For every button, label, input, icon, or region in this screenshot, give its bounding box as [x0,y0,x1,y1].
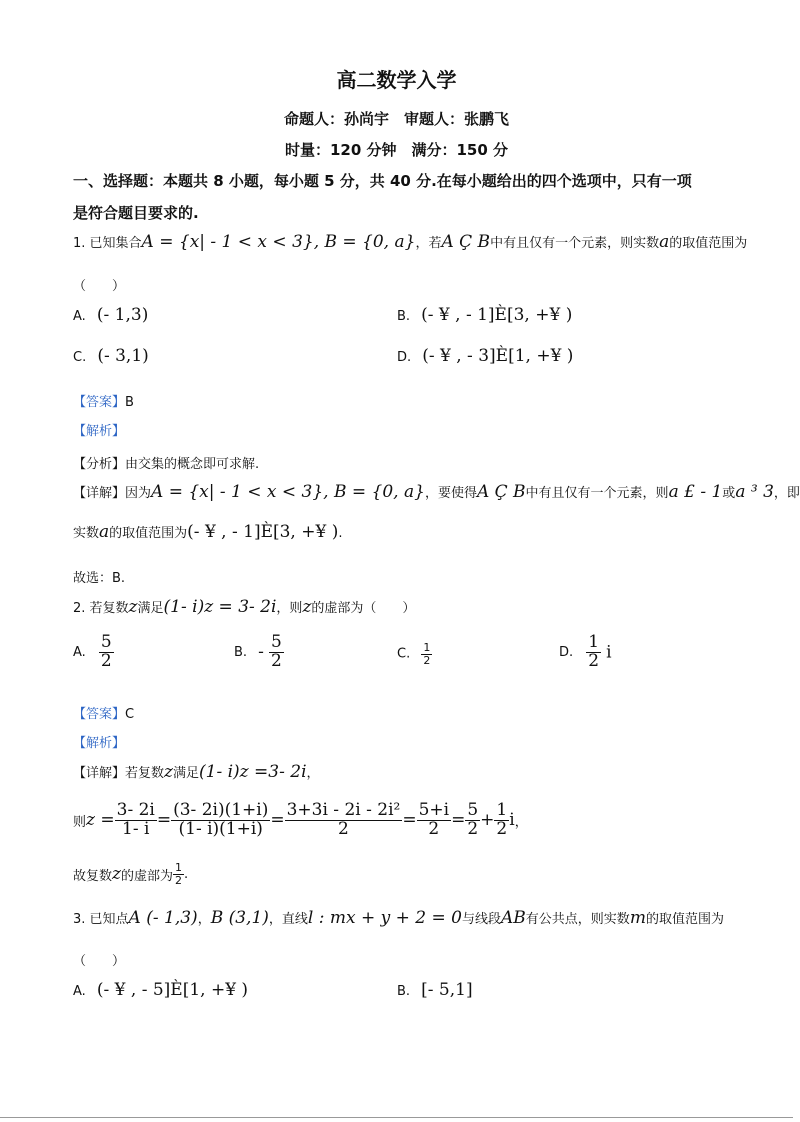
q2-option-b-label: B. [234,644,248,660]
q1-fenxi-text: 由交集的概念即可求解. [125,457,260,472]
q3-mid2: 与线段 [462,912,502,927]
q1-detail-tag: 【详解】 [73,486,126,501]
q2-option-c-den: 2 [423,653,431,667]
q2-conclusion [73,862,188,886]
q1-option-a-value: (- 1,3) [96,305,149,325]
q3-comma: ， [197,912,211,927]
q2-conc-mid: 的虚部为 [120,868,173,884]
q2-detail-eq: (1- i)z =3- 2i [199,762,307,782]
authors-line: 命题人：孙尚宇 审题人：张鹏飞 [283,110,509,128]
q1-option-c [73,346,149,366]
q1-option-b [397,305,572,325]
page-bottom-divider [0,1117,793,1118]
q1-analysis-tag: 【解析】 [73,424,126,439]
q2-answer [73,703,134,722]
q2-conc-fraction [173,862,184,886]
q1-formula-intersection: A Ç B [441,232,491,252]
q1-option-a-label: A. [73,309,86,324]
q1-fenxi [73,453,259,472]
q2-end: 的虚部为（ ） [311,601,416,616]
q2-detail-prefix: 若复数 [125,766,165,781]
q2-calc-frac3 [285,802,403,839]
q2-option-c-fraction [421,642,432,666]
q1-option-c-value: (- 3,1) [97,346,149,366]
q2-detail-var: z [164,762,173,782]
q2-calc-unit: i [509,810,515,831]
q2-var-z: z [128,597,138,617]
q2-calc-f2-num: (3- 2i)(1+i) [173,800,269,820]
q3-mid3: 有公共点，则实数 [525,912,630,927]
q3-option-b-label: B. [397,984,411,999]
q2-conc-var: z [112,864,121,885]
q2-calc-eq1: = [156,810,172,831]
q1-answer-tag: 【答案】 [73,395,126,410]
q2-calc-f3-num: 3+3i - 2i - 2i² [286,800,401,820]
q1-detail-mid: ，要使得 [424,486,477,501]
q3-point-a: A (- 1,3) [128,908,198,928]
time-score-line: 时量：120 分钟 满分：150 分 [284,141,509,159]
q2-option-b-sign: - [258,642,264,663]
q2-calc-f4-den: 2 [428,818,440,839]
q2-calc-frac2 [171,802,270,839]
q3-option-b [397,980,473,1000]
q2-calc-eq4: = [451,810,466,831]
q3-segment: AB [501,908,526,928]
q2-option-b-fraction [269,634,284,671]
section-heading-line1: 一、选择题：本题共 8 小题，每小题 5 分，共 40 分.在每小题给出的四个选项中，只有一项 [73,172,692,190]
q2-option-d-fraction [586,634,601,671]
q2-option-a-den: 2 [100,650,112,671]
q1-detail-line2 [73,522,342,542]
q2-option-a-fraction [99,634,114,671]
q1-option-b-label: B. [397,309,411,324]
q1-answer-paren: （ ） [73,279,126,294]
q1-end: 的取值范围为 [669,236,748,251]
q2-option-c [397,642,432,666]
q2-option-d-unit: i [606,642,612,663]
q3-answer-paren: （ ） [73,954,126,969]
q2-option-d-label: D. [559,644,574,660]
q1-detail-line1 [73,482,800,502]
q1-option-d-label: D. [397,350,412,365]
q2-analysis-tag: 【解析】 [73,736,126,751]
q2-calc-end: ， [514,814,528,830]
section-heading-line2: 是符合题目要求的. [73,204,199,222]
q2-conc-prefix: 故复数 [73,868,113,884]
q1-mid: ，若 [415,236,442,251]
q1-detail-end: ，即 [773,486,800,501]
q3-line: l : mx + y + 2 = 0 [307,908,462,928]
q1-answer-value: B [125,395,134,410]
q2-detail-mid: 满足 [173,766,200,781]
q2-conc-den: 2 [175,873,182,887]
q2-calc-eq2: = [270,810,285,831]
question-2-stem [73,597,415,617]
page-title: 高二数学入学 [336,68,457,92]
q1-prefix: 1. 已知集合 [73,236,142,251]
q1-detail-line2-prefix: 实数 [73,526,100,541]
q2-mid2: ，则 [276,601,303,616]
q2-calc-f3-den: 2 [338,818,349,839]
q2-prefix: 2. 若复数 [73,601,129,616]
q2-calc-f1-den: 1- i [122,818,150,839]
q2-option-d-num: 1 [588,632,600,652]
q1-detail-line2-mid: 的取值范围为 [109,526,188,541]
q2-calc-f4-num: 5+i [418,800,450,820]
q1-formula-sets: A = {x| - 1 < x < 3}, B = {0, a} [141,232,416,252]
q1-detail-line2-end: . [338,526,343,541]
q3-end: 的取值范围为 [645,912,724,927]
q2-option-a [73,634,114,671]
q2-detail-line [73,762,320,782]
q2-calc-frac1 [115,802,157,839]
q2-detail-tag: 【详解】 [73,766,126,781]
q2-option-c-num: 1 [423,641,431,654]
q1-option-d [397,346,573,366]
q2-calc-f6-den: 2 [496,818,508,839]
q2-option-a-label: A. [73,644,86,660]
q2-calc-frac6 [494,802,509,839]
q2-conc-end: . [184,866,189,882]
q3-option-b-value: [- 5,1] [421,980,473,1000]
q1-suffix: 中有且仅有一个元素，则实数 [490,236,660,251]
q1-answer [73,391,134,410]
q1-detail-line2-range: (- ¥ , - 1]È[3, +¥ ) [187,522,339,542]
q2-answer-value: C [125,707,135,722]
q2-calculation [73,802,528,839]
q2-option-b-num: 5 [271,632,282,652]
q2-calc-plus: + [480,810,495,831]
q3-point-b: B (3,1) [210,908,269,928]
q1-option-b-value: (- ¥ , - 1]È[3, +¥ ) [421,305,573,325]
q1-detail-mid2: 中有且仅有一个元素，则 [525,486,669,501]
q3-option-a-value: (- ¥ , - 5]È[1, +¥ ) [96,980,249,1000]
q2-calc-frac5 [465,802,480,839]
q3-var-m: m [629,908,646,928]
q2-option-b-den: 2 [271,650,282,671]
q2-detail-end: ， [306,766,320,781]
question-3-stem [73,908,724,928]
q1-var-a: a [659,232,670,252]
q3-option-a-label: A. [73,984,86,999]
q2-option-b [234,634,284,671]
q1-detail-cond1: a £ - 1 [668,482,723,502]
q2-calc-z: z = [86,810,115,831]
q1-fenxi-tag: 【分析】 [73,457,126,472]
q2-option-d-den: 2 [588,650,600,671]
q2-answer-tag: 【答案】 [73,707,126,722]
q1-detail-sets: A = {x| - 1 < x < 3}, B = {0, a} [151,482,425,502]
q2-mid: 满足 [137,601,164,616]
q1-detail-or: 或 [722,486,736,501]
q2-calc-f1-num: 3- 2i [116,800,155,820]
q2-calc-f5-num: 5 [467,800,479,820]
q1-conclusion: 故选：B. [73,571,126,586]
q1-detail-line2-var: a [99,522,110,542]
q1-detail-prefix: 因为 [125,486,152,501]
q2-option-a-num: 5 [100,632,112,652]
q2-option-d [559,634,612,671]
q1-option-c-label: C. [73,350,87,365]
q2-calc-f6-num: 1 [496,800,508,820]
q1-detail-intersection: A Ç B [476,482,526,502]
q3-option-a [73,980,248,1000]
q2-calc-f2-den: (1- i)(1+i) [178,818,263,839]
q2-option-c-label: C. [397,646,411,662]
q2-calc-prefix: 则 [73,814,87,830]
q3-mid: ，直线 [268,912,308,927]
q1-detail-cond2: a ³ 3 [735,482,774,502]
q2-var-z2: z [302,597,312,617]
q2-calc-f5-den: 2 [467,818,479,839]
q2-equation: (1- i)z = 3- 2i [163,597,277,617]
q1-option-a [73,305,148,325]
q2-calc-frac4 [417,802,452,839]
q2-calc-eq3: = [402,810,417,831]
q1-option-d-value: (- ¥ , - 3]È[1, +¥ ) [422,346,574,366]
question-1-stem [73,232,747,252]
q3-prefix: 3. 已知点 [73,912,129,927]
q2-conc-num: 1 [175,861,182,874]
